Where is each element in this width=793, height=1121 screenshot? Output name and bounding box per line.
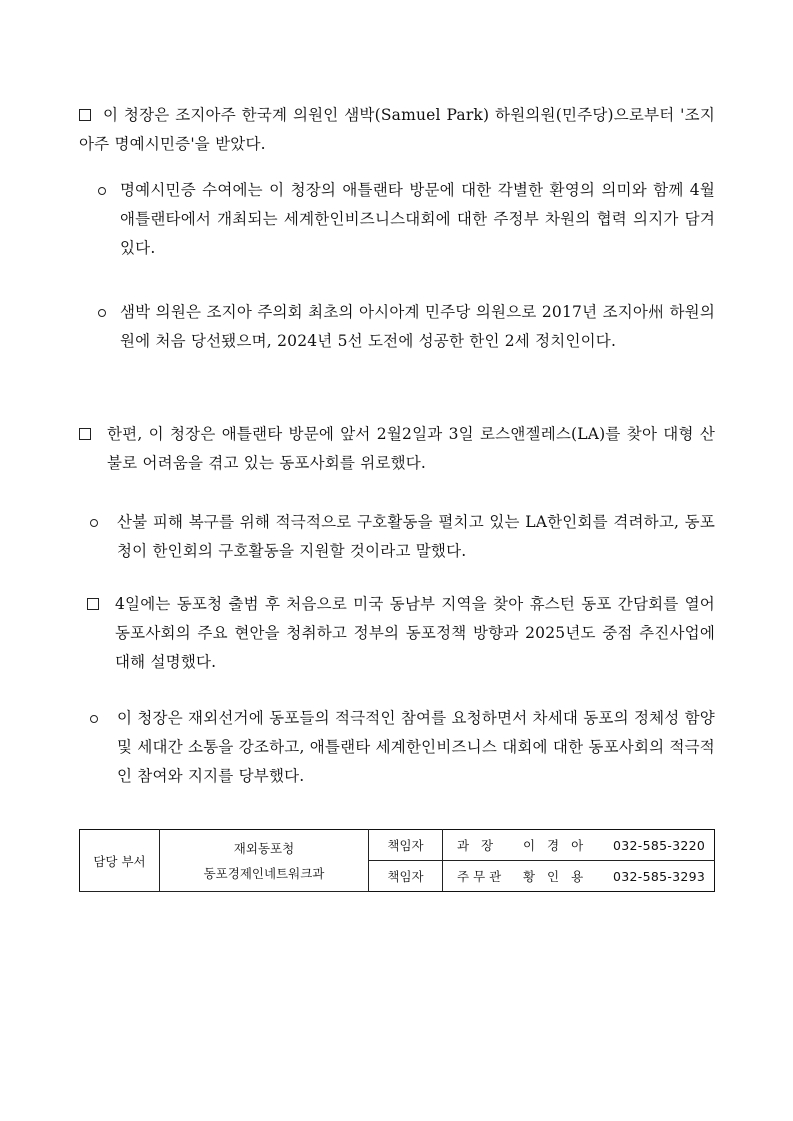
department-org: 재외동포청 [233, 840, 295, 856]
contact-role: 책임자 [369, 861, 443, 892]
paragraph-text: 산불 피해 복구를 위해 적극적으로 구호활동을 펼치고 있는 LA한인회를 격려하고, 동포청이 한인회의 구호활동을 지원할 것이라고 말했다. [117, 513, 715, 560]
contact-name: 이 경 아 [523, 838, 588, 853]
paragraph-la-visit [79, 420, 715, 478]
paragraph-text: 명예시민증 수여에는 이 청장의 애틀랜타 방문에 대한 각별한 환영의 의미와 함께 4월 애틀랜타에서 개최되는 세계한인비즈니스대회에 대한 주정부 차원의 협력 의지가 담겨 있다. [120, 181, 715, 257]
square-bullet-icon [79, 420, 91, 450]
contact-phone: 032-585-3293 [613, 869, 706, 884]
square-bullet-icon [79, 101, 91, 131]
contact-position: 과 장 [457, 838, 498, 853]
paragraph-text: 한편, 이 청장은 애틀랜타 방문에 앞서 2월2일과 3일 로스앤젤레스(LA)를 찾아 대형 산불로 어려움을 겪고 있는 동포사회를 위로했다. [107, 425, 715, 472]
contact-position: 주무관 [457, 869, 506, 884]
paragraph-text: 이 청장은 재외선거에 동포들의 적극적인 참여를 요청하면서 차세대 동포의 정체성 함양 및 세대간 소통을 강조하고, 애틀랜타 세계한인비즈니스 대회에 대한 동포사회의 적극적인 참여와 지지를 당부했다. [117, 709, 715, 785]
circle-bullet-icon [98, 298, 106, 327]
contact-table [79, 829, 715, 892]
contact-phone: 032-585-3220 [613, 838, 706, 853]
paragraph-houston [87, 590, 715, 677]
contact-person [443, 861, 715, 892]
contact-row [80, 830, 715, 861]
square-bullet-icon [87, 590, 99, 620]
department-name [160, 830, 369, 892]
contact-person [443, 830, 715, 861]
paragraph-text: 이 청장은 조지아주 한국계 의원인 샘박(Samuel Park) 하원의원(민주당)으로부터 '조지아주 명예시민증'을 받았다. [79, 106, 715, 153]
paragraph-text: 4일에는 동포청 출범 후 처음으로 미국 동남부 지역을 찾아 휴스턴 동포 간담회를 열어 동포사회의 주요 현안을 청취하고 정부의 동포정책 방향과 2025년도 중점 추진사업에 대해 설명했다. [115, 595, 715, 671]
paragraph-honorary-citizen [98, 176, 715, 263]
department-division: 동포경제인네트워크과 [203, 865, 325, 881]
circle-bullet-icon [98, 176, 106, 205]
circle-bullet-icon [90, 704, 98, 733]
contact-name: 황 인 용 [523, 869, 588, 884]
department-label: 담당 부서 [80, 830, 160, 892]
contact-role: 책임자 [369, 830, 443, 861]
paragraph-overseas-voting [90, 704, 715, 791]
paragraph-la-relief [90, 508, 715, 566]
circle-bullet-icon [90, 508, 98, 537]
paragraph-park-profile [98, 298, 715, 356]
paragraph-text: 샘박 의원은 조지아 주의회 최초의 아시아계 민주당 의원으로 2017년 조지아州 하원의원에 처음 당선됐으며, 2024년 5선 도전에 성공한 한인 2세 정치인이다. [120, 303, 715, 350]
paragraph-samuel-park [79, 101, 715, 159]
